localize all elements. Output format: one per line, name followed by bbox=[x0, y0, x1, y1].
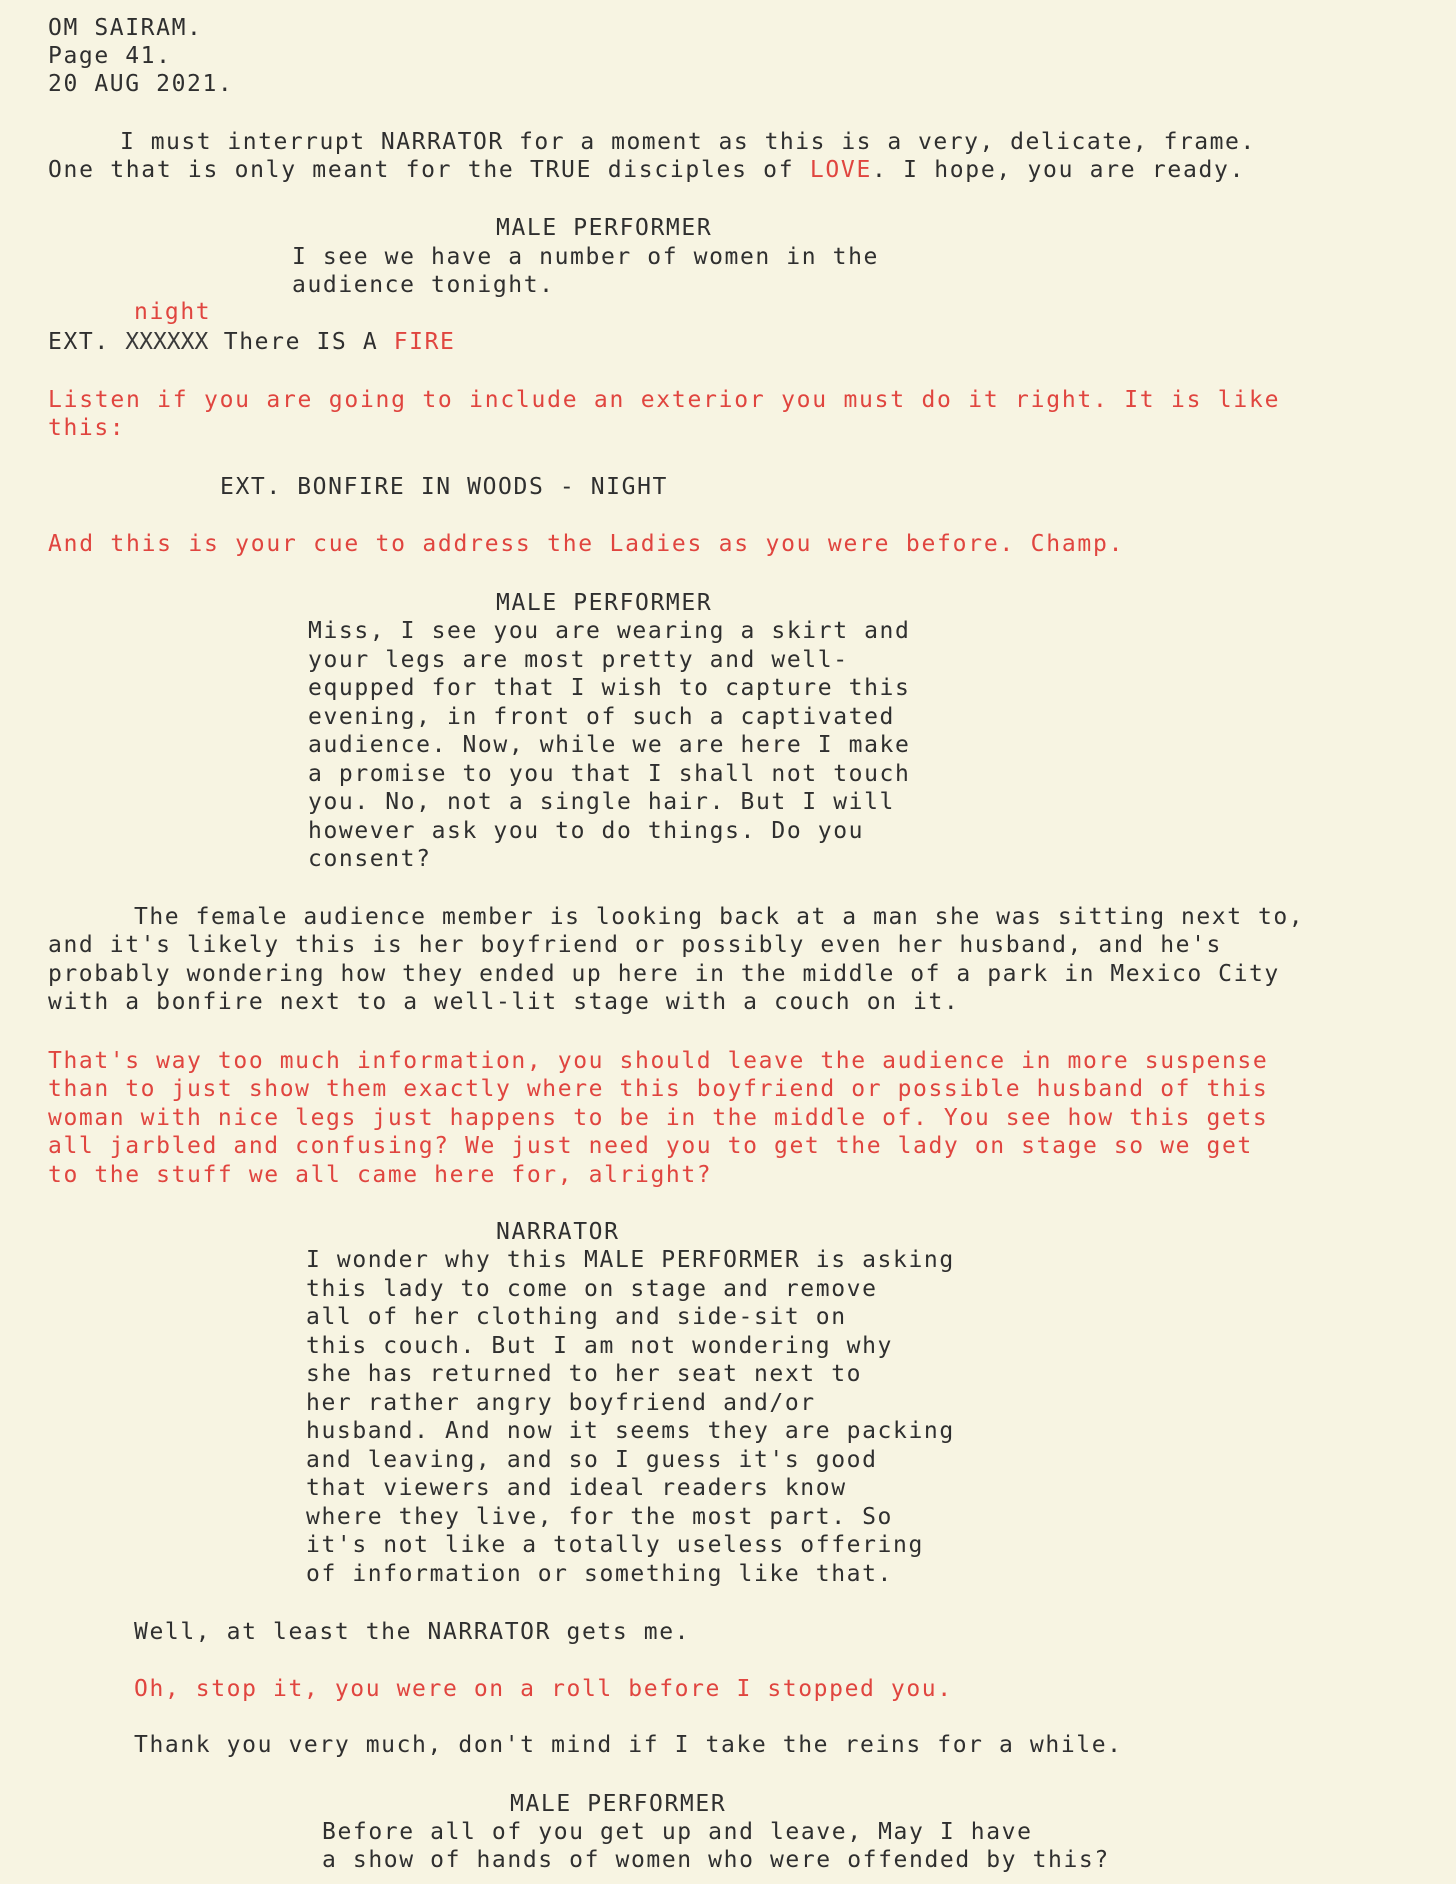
intro-line-2-start: One that is only meant for the TRUE disciples of bbox=[48, 157, 810, 183]
cue1-character: MALE PERFORMER bbox=[496, 215, 713, 241]
ext-middle: There IS A bbox=[208, 329, 394, 355]
cue3-dialogue-line: this lady to come on stage and remove bbox=[306, 1276, 878, 1302]
cue3-dialogue-line: it's not like a totally useless offering bbox=[306, 1532, 924, 1558]
note4-line: Oh, stop it, you were on a roll before I stopped you. bbox=[134, 1676, 953, 1702]
cue3-dialogue-line: I wonder why this MALE PERFORMER is asking bbox=[306, 1247, 955, 1273]
note2-line: And this is your cue to address the Ladies as you were before. Champ. bbox=[48, 531, 1125, 557]
intro-line-1: I must interrupt NARRATOR for a moment as this is a very, delicate, frame. bbox=[120, 129, 1256, 155]
cue2-dialogue-line: a promise to you that I shall not touch bbox=[308, 761, 911, 787]
cue3-dialogue-line: husband. And now it seems they are packing bbox=[306, 1418, 955, 1444]
cue2-dialogue-line: evening, in front of such a captivated bbox=[308, 704, 895, 730]
header-om-sairam: OM SAIRAM. bbox=[48, 15, 203, 41]
ext-prefix: EXT. bbox=[48, 329, 126, 355]
cue4-character: MALE PERFORMER bbox=[510, 1791, 727, 1817]
action1-line: and it's likely this is her boyfriend or possibly even her husband, and he's bbox=[48, 932, 1222, 958]
note3-line: all jarbled and confusing? We just need you to get the lady on stage so we get bbox=[48, 1133, 1253, 1159]
header-page-number: Page 41. bbox=[48, 43, 172, 69]
cue1-dialogue-line: audience tonight. bbox=[292, 272, 555, 298]
cue3-dialogue-line: her rather angry boyfriend and/or bbox=[306, 1390, 816, 1416]
intro-line-2-end: . I hope, you are ready. bbox=[872, 157, 1246, 183]
cue3-dialogue-line: all of her clothing and side-sit on bbox=[306, 1304, 847, 1330]
cue4-dialogue-line: a show of hands of women who were offended by this? bbox=[322, 1847, 1110, 1873]
cue3-dialogue-line: she has returned to her seat next to bbox=[306, 1361, 863, 1387]
cue2-dialogue-line: your legs are most pretty and well- bbox=[308, 647, 849, 673]
cue2-character: MALE PERFORMER bbox=[496, 590, 713, 616]
cue3-dialogue-line: this couch. But I am not wondering why bbox=[306, 1333, 893, 1359]
cue2-dialogue-line: you. No, not a single hair. But I will bbox=[308, 789, 895, 815]
reply1-line: Well, at least the NARRATOR gets me. bbox=[134, 1619, 691, 1645]
cue4-dialogue-line: Before all of you get up and leave, May I have bbox=[322, 1819, 1033, 1845]
ext-insert-night: night bbox=[134, 299, 212, 325]
note3-line: woman with nice legs just happens to be in the middle of. You see how this gets bbox=[48, 1105, 1269, 1131]
love-word: LOVE bbox=[809, 157, 873, 183]
note1-line: Listen if you are going to include an exterior you must do it right. It is like bbox=[48, 387, 1281, 413]
action1-line: The female audience member is looking back at a man she was sitting next to, bbox=[134, 904, 1305, 930]
ext-line bbox=[48, 328, 456, 357]
note3-line: That's way too much information, you should leave the audience in more suspense bbox=[48, 1048, 1269, 1074]
note3-line: than to just show them exactly where this boyfriend or possible husband of this bbox=[48, 1076, 1269, 1102]
fire-word: FIRE bbox=[393, 329, 456, 355]
cue2-dialogue-line: audience. Now, while we are here I make bbox=[308, 732, 911, 758]
action1-line: probably wondering how they ended up here in the middle of a park in Mexico City bbox=[48, 961, 1280, 987]
cue3-dialogue-line: and leaving, and so I guess it's good bbox=[306, 1447, 878, 1473]
intro-line-2 bbox=[48, 156, 1245, 185]
cue3-dialogue-line: where they live, for the most part. So bbox=[306, 1504, 893, 1530]
note3-line: to the stuff we all came here for, alright? bbox=[48, 1162, 713, 1188]
cue2-dialogue-line: however ask you to do things. Do you bbox=[308, 818, 865, 844]
cue3-dialogue-line: that viewers and ideal readers know bbox=[306, 1475, 847, 1501]
cue2-dialogue-line: consent? bbox=[308, 846, 432, 872]
reply2-line: Thank you very much, don't mind if I take the reins for a while. bbox=[134, 1732, 1123, 1758]
cue2-dialogue-line: Miss, I see you are wearing a skirt and bbox=[308, 618, 911, 644]
action1-line: with a bonfire next to a well-lit stage with a couch on it. bbox=[48, 989, 960, 1015]
cue3-dialogue-line: of information or something like that. bbox=[306, 1561, 893, 1587]
struck-out-text: XXXXXX bbox=[125, 329, 209, 355]
cue2-dialogue-line: equpped for that I wish to capture this bbox=[308, 675, 911, 701]
note1-line: this: bbox=[48, 415, 126, 441]
cue3-character: NARRATOR bbox=[496, 1219, 620, 1245]
header-date: 20 AUG 2021. bbox=[48, 71, 234, 97]
cue1-dialogue-line: I see we have a number of women in the bbox=[292, 244, 879, 270]
slugline: EXT. BONFIRE IN WOODS - NIGHT bbox=[220, 474, 668, 500]
